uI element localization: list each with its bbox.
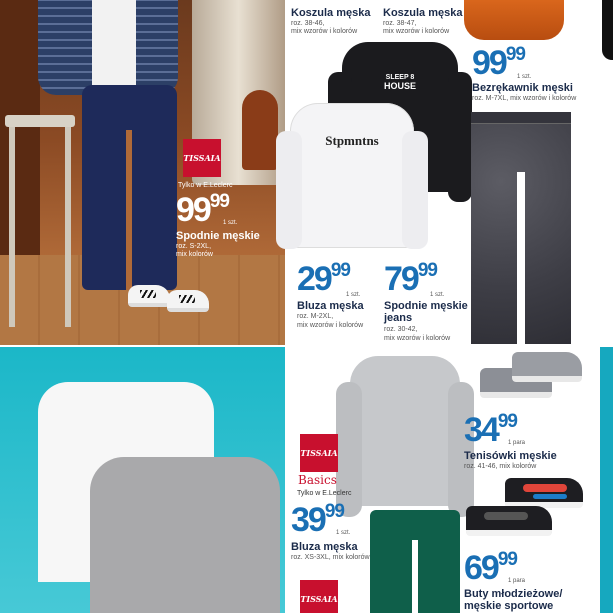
product-name: Tenisówki męskie	[464, 450, 557, 462]
tshirts-photo	[0, 347, 285, 613]
availability-note: Tylko w E.Leclerc	[297, 490, 352, 497]
unit-label: 1 para	[508, 578, 526, 584]
sneaker-right	[167, 290, 209, 312]
product-desc: roz. M-7XL, mix wzorów i kolorów	[472, 95, 577, 102]
unit-label: 1 szt.	[346, 292, 361, 298]
green-sweatpants	[370, 510, 460, 613]
grey-sweatshirt	[350, 356, 460, 506]
orange-vest	[464, 0, 564, 40]
white-sweatshirt	[290, 103, 414, 248]
unit-label: 1 szt.	[223, 220, 238, 226]
price-vest: 9999	[472, 44, 525, 82]
sneaker-left	[128, 285, 170, 307]
adjacent-product-edge	[602, 0, 613, 60]
product-desc: mix wzorów i kolorów	[297, 322, 364, 329]
price-hoodie-basics: 3999	[291, 501, 344, 539]
product-name: Bluza męska	[291, 541, 358, 553]
tissaia-logo: TISSAIA	[183, 139, 221, 177]
tissaia-logo: TISSAIA	[300, 434, 338, 472]
grey-sneaker	[512, 352, 582, 382]
unit-label: 1 szt.	[336, 530, 351, 536]
product-desc: roz. 38-47,	[383, 20, 417, 27]
price-pants: 9999	[176, 191, 229, 229]
sport-shoe	[505, 478, 583, 508]
unit-label: 1 para	[508, 440, 526, 446]
adjacent-panel-edge	[600, 347, 613, 613]
bar-stool	[5, 115, 75, 330]
product-desc: roz. 38-46,	[291, 20, 325, 27]
product-name: Spodnie męskie	[176, 230, 260, 242]
availability-note: Tylko w E.Leclerc	[178, 182, 233, 189]
white-tee	[92, 0, 136, 90]
product-name: Buty młodzieżowe/	[464, 588, 563, 600]
product-desc: roz. 30-42,	[384, 326, 418, 333]
product-name: męskie sportowe	[464, 600, 554, 612]
product-name-shirt: Koszula męska	[291, 7, 371, 19]
cargo-pants	[82, 85, 177, 290]
product-name: jeans	[384, 312, 413, 324]
price-jeans: 7999	[384, 260, 437, 298]
price-sport-shoes: 6999	[464, 549, 517, 587]
product-desc: mix wzorów i kolorów	[383, 28, 450, 35]
product-name: Spodnie męskie	[384, 300, 468, 312]
product-desc: roz. 41-46, mix kolorów	[464, 463, 537, 470]
sweatshirt-print: Stpmntns	[325, 133, 379, 148]
product-desc: roz. S-2XL,	[176, 243, 212, 250]
grey-jeans	[471, 112, 571, 344]
product-name: Bezrękawnik męski	[472, 82, 573, 94]
tissaia-logo: TISSAIA	[300, 580, 338, 613]
unit-label: 1 szt.	[517, 74, 532, 80]
sport-shoe	[466, 506, 552, 536]
product-name-shirt: Koszula męska	[383, 7, 463, 19]
product-desc: mix wzorów i kolorów	[291, 28, 358, 35]
product-desc: roz. M-2XL,	[297, 313, 334, 320]
sweatshirt-print: SLEEP 8 HOUSE	[383, 74, 416, 91]
product-name: Bluza męska	[297, 300, 364, 312]
unit-label: 1 szt.	[430, 292, 445, 298]
price-hoodie: 2999	[297, 260, 350, 298]
price-sneakers: 3499	[464, 411, 517, 449]
product-desc: roz. XS-3XL, mix kolorów	[291, 554, 370, 561]
product-desc: mix kolorów	[176, 251, 213, 258]
basics-logo: Basics	[298, 473, 337, 487]
product-desc: mix wzorów i kolorów	[384, 335, 451, 342]
lifestyle-photo-man-pants	[0, 0, 285, 345]
